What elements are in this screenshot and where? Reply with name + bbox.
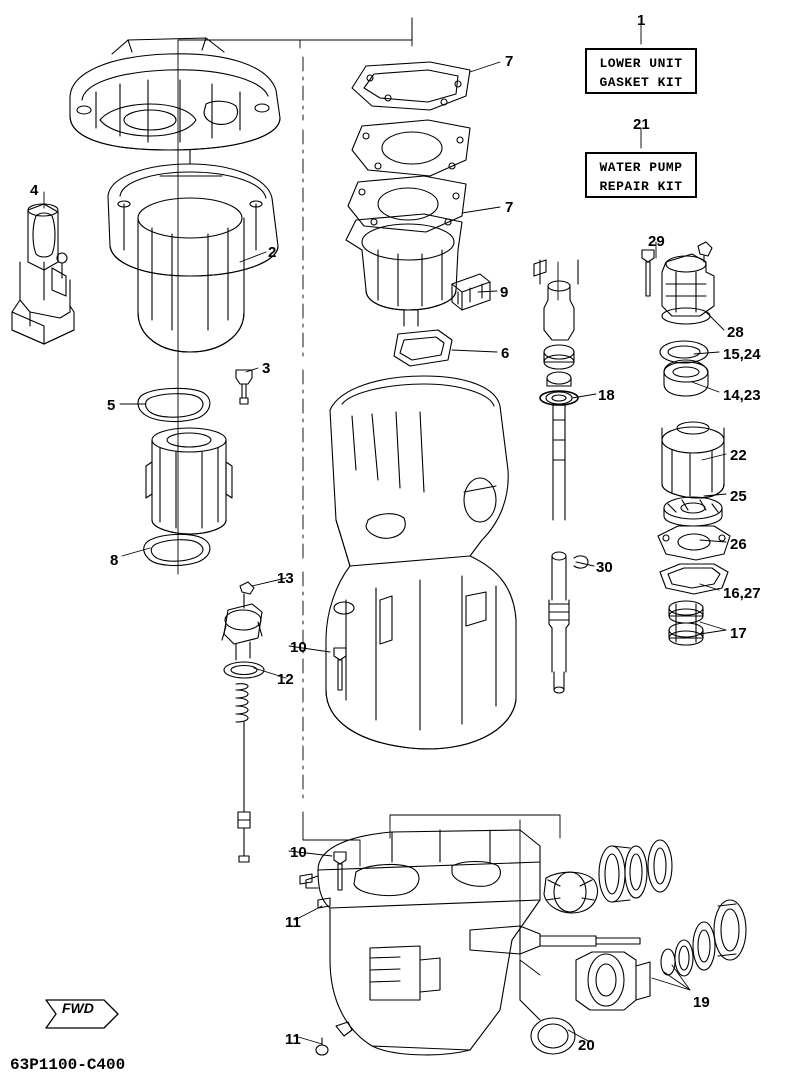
part-8-group <box>144 428 232 565</box>
callout-11-lower: 11 <box>285 1031 301 1048</box>
callout-18: 18 <box>598 387 615 404</box>
kit-box-1-line1: LOWER UNIT <box>599 56 683 71</box>
callout-25: 25 <box>730 488 747 505</box>
kit-box-1-line2: GASKET KIT <box>599 74 683 90</box>
callout-3: 3 <box>262 360 271 377</box>
callout-5: 5 <box>107 397 116 414</box>
callout-28: 28 <box>727 324 744 341</box>
callout-4: 4 <box>30 182 39 199</box>
callout-8: 8 <box>110 552 119 569</box>
kit-box-21-line2: REPAIR KIT <box>599 178 683 194</box>
part-6-gasket <box>394 330 452 366</box>
drawing-code: 63P1100-C400 <box>10 1056 126 1074</box>
callout-29: 29 <box>648 233 665 250</box>
callout-20: 20 <box>578 1037 595 1054</box>
kit-number-1: 1 <box>637 12 646 29</box>
part-22-pump-housing-body <box>662 422 724 498</box>
callout-13: 13 <box>277 570 294 587</box>
kit-box-water-pump-repair <box>585 152 697 198</box>
part-13-shift-lever <box>222 582 262 660</box>
kit-number-21: 21 <box>633 116 650 133</box>
callout-14-23: 14,23 <box>723 387 761 404</box>
part-2-upper-casing <box>70 38 280 352</box>
part-5-gasket <box>138 388 210 421</box>
part-7-gaskets <box>348 62 470 232</box>
callout-16-27: 16,27 <box>723 585 761 602</box>
part-12-oring <box>224 662 264 678</box>
callout-15-24: 15,24 <box>723 346 761 363</box>
callout-10-lower: 10 <box>290 844 307 861</box>
callout-17: 17 <box>730 625 747 642</box>
callout-11-upper: 11 <box>285 914 301 931</box>
fwd-direction-label: FWD <box>62 1000 94 1016</box>
part-4-group <box>12 204 74 344</box>
kit-box-21-line1: WATER PUMP <box>599 160 683 175</box>
callout-9: 9 <box>500 284 509 301</box>
part-25-impeller <box>664 497 722 526</box>
callout-7-lower: 7 <box>505 199 514 216</box>
upper-casing-middle <box>346 214 462 326</box>
drive-shaft <box>534 260 578 693</box>
callout-10-upper: 10 <box>290 639 307 656</box>
part-29-bolt <box>642 250 654 296</box>
part-17-seals <box>669 601 703 645</box>
part-3-bolt <box>236 370 252 404</box>
part-28-pump-housing <box>662 242 714 324</box>
callout-2: 2 <box>268 244 277 261</box>
part-14-23-seal <box>664 360 708 396</box>
callout-7-upper: 7 <box>505 53 514 70</box>
callout-6: 6 <box>501 345 510 362</box>
callout-26: 26 <box>730 536 747 553</box>
callout-12: 12 <box>277 671 294 688</box>
kit-box-lower-unit-gasket <box>585 48 697 94</box>
callout-19: 19 <box>693 994 710 1011</box>
part-26-wear-plate <box>658 526 730 560</box>
callout-30: 30 <box>596 559 613 576</box>
propeller-shaft-group <box>470 840 746 1054</box>
part-12-spring <box>236 684 250 862</box>
lower-casing-main <box>326 376 516 749</box>
callout-22: 22 <box>730 447 747 464</box>
